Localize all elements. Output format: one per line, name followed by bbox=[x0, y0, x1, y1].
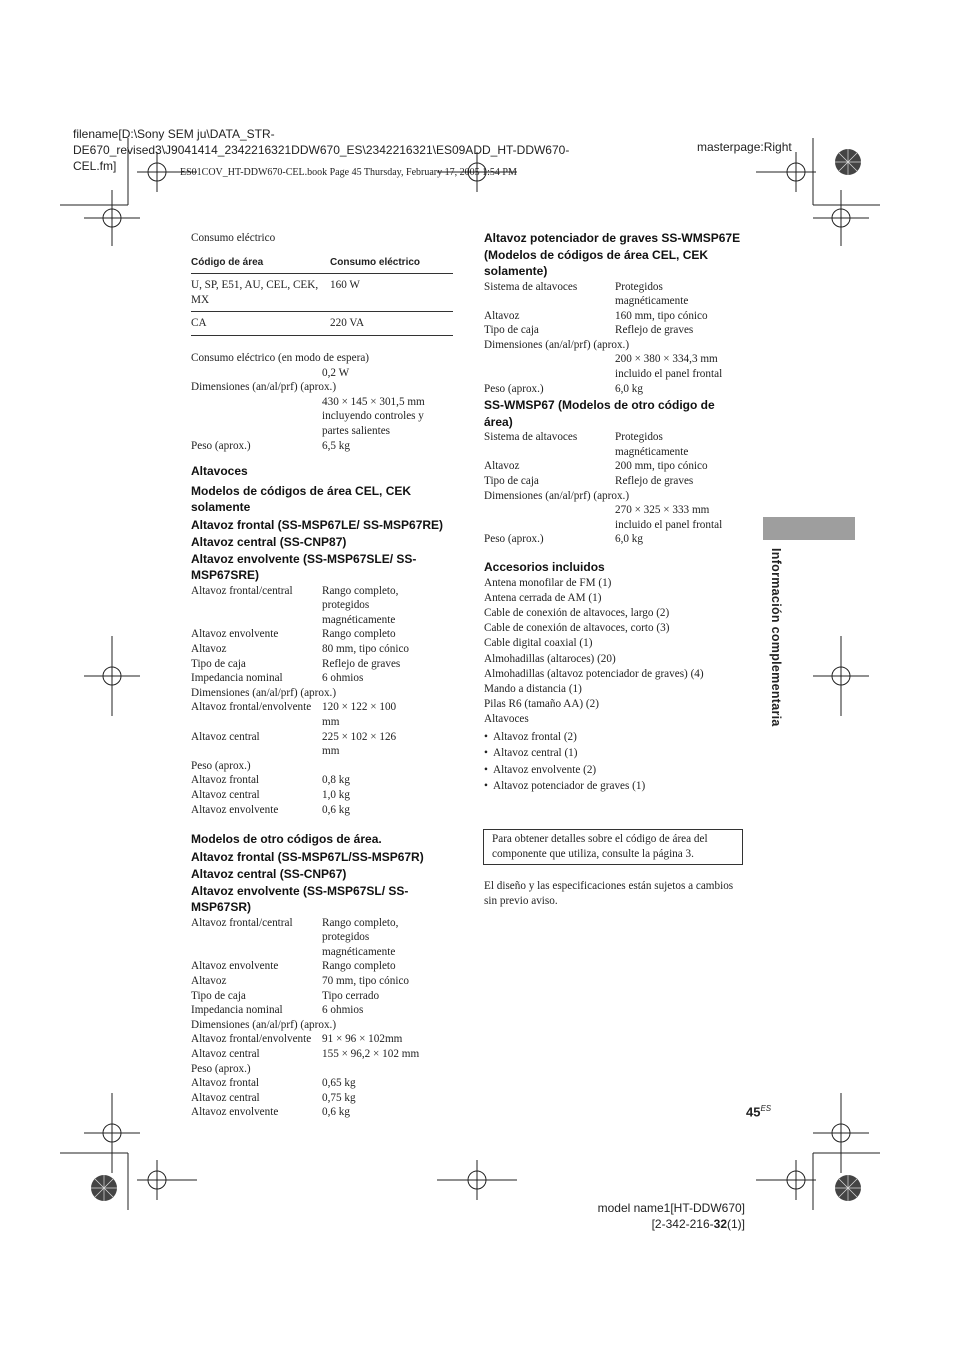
spec-label: Altavoz frontal/central bbox=[191, 584, 293, 597]
spec-row bbox=[191, 1018, 453, 1033]
list-item: Pilas R6 (tamaño AA) (2) bbox=[484, 698, 599, 711]
spec-value: 160 mm, tipo cónico bbox=[615, 309, 708, 322]
spec-row bbox=[191, 1032, 453, 1047]
footer-model-block bbox=[589, 1200, 745, 1232]
spec-label: Altavoz frontal/central bbox=[191, 916, 293, 929]
filename-line1: filename[D:\Sony SEM ju\DATA_STR- bbox=[73, 127, 275, 141]
spec-label: Altavoz frontal/envolvente bbox=[191, 1033, 312, 1046]
spec-label: Altavoz envolvente bbox=[191, 1106, 279, 1119]
other-models-heading: Modelos de otro códigos de área. bbox=[191, 832, 382, 847]
spec-row bbox=[484, 280, 746, 309]
subwoofer-other-specs bbox=[484, 430, 746, 547]
spec-row bbox=[191, 627, 453, 642]
spec-row bbox=[191, 1105, 453, 1120]
table-cell: 220 VA bbox=[330, 312, 453, 336]
spec-row bbox=[191, 1047, 453, 1062]
spec-row bbox=[191, 773, 453, 788]
spec-row bbox=[191, 959, 453, 974]
bullet-item bbox=[484, 730, 746, 745]
spec-row bbox=[484, 532, 746, 547]
spec-row bbox=[191, 730, 453, 759]
spec-label: Altavoz central bbox=[191, 1047, 260, 1060]
spec-row bbox=[484, 459, 746, 474]
spec-row bbox=[191, 788, 453, 803]
filename-line3: CEL.fm] bbox=[73, 159, 117, 173]
cel-front-heading: Altavoz frontal (SS-MSP67LE/ SS-MSP67RE) bbox=[191, 517, 444, 532]
bullet-icon: • bbox=[484, 763, 488, 776]
spec-value: 0,6 kg bbox=[322, 1106, 350, 1119]
spec-row bbox=[484, 309, 746, 324]
list-item: Cable digital coaxial (1) bbox=[484, 637, 593, 650]
spec-row bbox=[484, 489, 746, 504]
list-item: Mando a distancia (1) bbox=[484, 682, 582, 695]
spec-row bbox=[191, 686, 453, 701]
spec-row bbox=[191, 974, 453, 989]
other-surround-heading: Altavoz envolvente (SS-MSP67SL/ SS-MSP67SR) bbox=[191, 883, 409, 915]
spec-value: 6 ohmios bbox=[322, 672, 364, 685]
bullet-text: Altavoz central (1) bbox=[493, 747, 578, 760]
spec-value: 0,75 kg bbox=[322, 1091, 356, 1104]
spec-row bbox=[191, 1062, 453, 1077]
crosshair-target bbox=[84, 190, 140, 246]
bullet-text: Altavoz envolvente (2) bbox=[493, 763, 597, 776]
spec-label: Peso (aprox.) bbox=[484, 382, 544, 395]
spec-value: Protegidos magnéticamente bbox=[615, 280, 689, 308]
spec-row bbox=[191, 1091, 453, 1106]
spec-row bbox=[191, 642, 453, 657]
spec-row bbox=[191, 989, 453, 1004]
spec-label: Altavoz envolvente bbox=[191, 803, 279, 816]
spec-label: Peso (aprox.) bbox=[191, 759, 251, 772]
spec-row bbox=[484, 430, 746, 459]
page-number-suffix: ES bbox=[760, 1104, 772, 1113]
spec-row bbox=[191, 657, 453, 672]
power-consumption-table bbox=[191, 252, 453, 336]
list-item: Antena cerrada de AM (1) bbox=[484, 591, 602, 604]
table-cell: CA bbox=[191, 312, 330, 336]
spec-row bbox=[484, 382, 746, 397]
subwoofer-cel-heading: Altavoz potenciador de graves SS-WMSP67E (Modelos de códigos de área CEL, CEK solamente) bbox=[484, 231, 741, 278]
spec-label bbox=[484, 503, 615, 532]
table-row bbox=[191, 274, 453, 312]
spec-value: 6 ohmios bbox=[322, 1004, 364, 1017]
spec-row bbox=[484, 474, 746, 489]
spec-value: Rango completo, protegidos magnéticamente bbox=[322, 916, 399, 958]
spec-label: Tipo de caja bbox=[484, 475, 539, 488]
area-code-note: Para obtener detalles sobre el código de área del componente que utiliza, consulte la página 3. bbox=[483, 829, 743, 865]
spec-label: Tipo de caja bbox=[484, 324, 539, 337]
spec-value: 91 × 96 × 102mm bbox=[322, 1033, 403, 1046]
spec-value: 225 × 102 × 126 mm bbox=[322, 730, 397, 758]
spec-row bbox=[191, 584, 453, 628]
spec-label: Impedancia nominal bbox=[191, 1004, 283, 1017]
disclaimer: El diseño y las especificaciones están sujetos a cambios sin previo aviso. bbox=[484, 880, 734, 907]
spec-value: Rango completo bbox=[322, 960, 396, 973]
bullet-icon: • bbox=[484, 747, 488, 760]
list-item: Cable de conexión de altavoces, corto (3) bbox=[484, 622, 670, 635]
weight-value: 6,5 kg bbox=[322, 439, 350, 452]
spec-label: Altavoz bbox=[191, 975, 227, 987]
spec-label bbox=[484, 352, 615, 381]
bullet-text: Altavoz frontal (2) bbox=[493, 730, 577, 743]
spec-label: Altavoz frontal/envolvente bbox=[191, 701, 312, 714]
spec-row bbox=[484, 503, 746, 532]
standby-label: Consumo eléctrico (en modo de espera) bbox=[191, 351, 370, 364]
spec-label: Altavoz frontal bbox=[191, 1077, 260, 1090]
cel-specs-list bbox=[191, 584, 453, 818]
list-item: Antena monofilar de FM (1) bbox=[484, 576, 612, 589]
section-tab-label: Información complementaria bbox=[769, 548, 783, 727]
spec-row bbox=[191, 803, 453, 818]
spec-value: Protegidos magnéticamente bbox=[615, 431, 689, 458]
spec-label: Peso (aprox.) bbox=[191, 1062, 251, 1075]
spec-value: 1,0 kg bbox=[322, 788, 350, 801]
spec-row bbox=[191, 759, 453, 774]
masterpage-label: masterpage:Right bbox=[697, 140, 792, 154]
spec-label: Impedancia nominal bbox=[191, 672, 283, 685]
spec-label: Dimensiones (an/al/prf) (aprox.) bbox=[191, 686, 337, 699]
page-number bbox=[746, 1104, 771, 1119]
spec-label: Tipo de caja bbox=[191, 989, 246, 1002]
spec-value: 0,8 kg bbox=[322, 774, 350, 787]
speaker-bullet-list bbox=[484, 730, 746, 794]
spec-value: 155 × 96,2 × 102 mm bbox=[322, 1047, 420, 1060]
spec-label: Peso (aprox.) bbox=[484, 533, 544, 546]
spec-label: Altavoz envolvente bbox=[191, 628, 279, 641]
spec-label: Altavoz central bbox=[191, 1091, 260, 1104]
spec-value: 120 × 122 × 100 mm bbox=[322, 701, 397, 728]
spec-value: 200 × 380 × 334,3 mm incluido el panel frontal bbox=[615, 353, 723, 381]
spec-label: Sistema de altavoces bbox=[484, 431, 578, 444]
consumo-label: Consumo eléctrico bbox=[191, 232, 276, 244]
table-header-consumo: Consumo eléctrico bbox=[330, 252, 453, 274]
subwoofer-other-heading: SS-WMSP67 (Modelos de otro código de área) bbox=[484, 398, 715, 429]
footer-model: model name1[HT-DDW670] bbox=[597, 1201, 745, 1215]
subwoofer-cel-specs bbox=[484, 280, 746, 397]
spec-value: 200 mm, tipo cónico bbox=[615, 460, 708, 473]
list-item: Altavoces bbox=[484, 713, 529, 726]
bullet-item bbox=[484, 779, 746, 794]
table-header-area: Código de área bbox=[191, 252, 330, 274]
table-row bbox=[191, 312, 453, 336]
spec-value: Reflejo de graves bbox=[615, 475, 694, 488]
spec-value: 270 × 325 × 333 mm incluido el panel frontal bbox=[615, 504, 723, 531]
accessories-heading: Accesorios incluidos bbox=[484, 560, 605, 574]
spec-label: Tipo de caja bbox=[191, 657, 246, 670]
spec-value: Rango completo bbox=[322, 628, 396, 641]
spec-label: Altavoz frontal bbox=[191, 774, 260, 787]
list-item: Almohadillas (altavoz potenciador de graves) (4) bbox=[484, 667, 704, 680]
spec-label: Altavoz central bbox=[191, 788, 260, 801]
bullet-item bbox=[484, 763, 746, 778]
table-cell: 160 W bbox=[330, 274, 453, 312]
other-center-heading: Altavoz central (SS-CNP67) bbox=[191, 867, 347, 882]
book-info-line: ES01COV_HT-DDW670-CEL.book Page 45 Thursday, February 17, 2005 1:54 PM bbox=[180, 167, 517, 178]
footer-code bbox=[589, 1216, 745, 1232]
spec-label: Dimensiones (an/al/prf) (aprox.) bbox=[191, 1018, 337, 1031]
spec-row bbox=[484, 352, 746, 381]
dimensions-label: Dimensiones (an/al/prf) (aprox.) bbox=[191, 381, 337, 394]
accessories-list bbox=[484, 576, 746, 728]
spec-value: Reflejo de graves bbox=[615, 324, 694, 337]
spec-row bbox=[484, 338, 746, 353]
right-column bbox=[484, 230, 746, 794]
left-column bbox=[191, 231, 453, 1120]
spec-value: 0,65 kg bbox=[322, 1077, 356, 1090]
spec-value: Reflejo de graves bbox=[322, 657, 401, 670]
spec-label: Altavoz bbox=[191, 643, 227, 655]
dimensions-value: 430 × 145 × 301,5 mm incluyendo controles y partes salientes bbox=[322, 395, 425, 437]
cel-center-heading: Altavoz central (SS-CNP87) bbox=[191, 535, 347, 550]
spec-value: 80 mm, tipo cónico bbox=[322, 643, 410, 655]
spec-value: 0,6 kg bbox=[322, 803, 350, 816]
spec-value: 6,0 kg bbox=[615, 382, 643, 395]
spec-label: Altavoz central bbox=[191, 730, 260, 743]
bullet-text: Altavoz potenciador de graves (1) bbox=[493, 780, 646, 793]
spec-label: Altavoz bbox=[484, 460, 520, 473]
other-specs-list bbox=[191, 916, 453, 1120]
spec-value: Tipo cerrado bbox=[322, 989, 380, 1002]
list-item: Cable de conexión de altavoces, largo (2) bbox=[484, 606, 670, 619]
spec-row bbox=[191, 671, 453, 686]
section-tab bbox=[763, 517, 855, 540]
bullet-icon: • bbox=[484, 780, 488, 793]
filename-line2: DE670_revised3\J9041414_2342216321DDW670_ES\2342216321\ES09ADD_HT-DDW670- bbox=[73, 143, 570, 157]
cel-models-heading: Modelos de códigos de área CEL, CEK solamente bbox=[191, 483, 412, 515]
footer-code-bold: 32 bbox=[713, 1217, 727, 1231]
bullet-item bbox=[484, 746, 746, 761]
spec-value: 6,0 kg bbox=[615, 533, 643, 546]
list-item: Almohadillas (altaroces) (20) bbox=[484, 652, 616, 665]
table-header-row bbox=[191, 252, 453, 274]
bullet-icon: • bbox=[484, 730, 488, 743]
spec-value: 70 mm, tipo cónico bbox=[322, 975, 410, 987]
standby-value: 0,2 W bbox=[322, 366, 350, 379]
cel-surround-heading: Altavoz envolvente (SS-MSP67SLE/ SS-MSP67SRE) bbox=[191, 551, 417, 583]
spec-label: Altavoz envolvente bbox=[191, 960, 279, 973]
spec-row bbox=[191, 1076, 453, 1091]
spec-label: Dimensiones (an/al/prf) (aprox.) bbox=[484, 338, 630, 351]
spec-row bbox=[484, 323, 746, 338]
spec-row bbox=[191, 916, 453, 960]
page-number-value: 45 bbox=[746, 1104, 761, 1120]
table-cell: U, SP, E51, AU, CEL, CEK, MX bbox=[191, 274, 330, 312]
weight-label: Peso (aprox.) bbox=[191, 439, 251, 452]
spec-row bbox=[191, 700, 453, 729]
spec-label: Sistema de altavoces bbox=[484, 280, 578, 293]
weight-row bbox=[191, 439, 453, 454]
footer-code-prefix: [2-342-216- bbox=[651, 1217, 714, 1231]
spec-label: Dimensiones (an/al/prf) (aprox.) bbox=[484, 489, 630, 502]
spec-value: Rango completo, protegidos magnéticamente bbox=[322, 584, 399, 626]
footer-code-suffix: (1)] bbox=[727, 1217, 745, 1231]
altavoces-heading: Altavoces bbox=[191, 464, 248, 479]
spec-row bbox=[191, 1003, 453, 1018]
spec-label: Altavoz bbox=[484, 309, 520, 322]
other-front-heading: Altavoz frontal (SS-MSP67L/SS-MSP67R) bbox=[191, 849, 424, 864]
